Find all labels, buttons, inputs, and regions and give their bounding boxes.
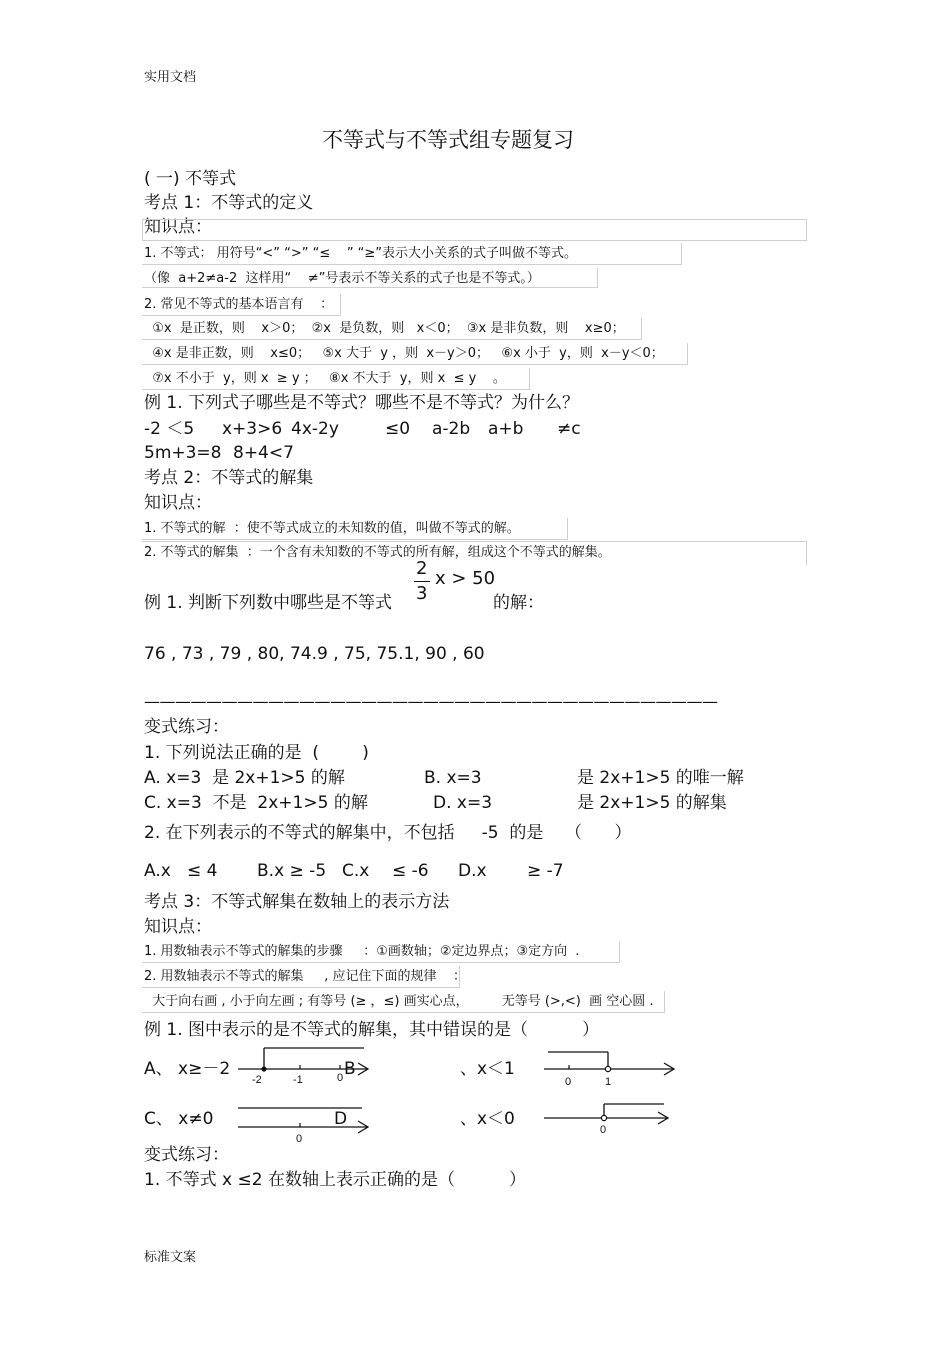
number-line-b [540,1048,680,1088]
expression: ≤0 [385,419,411,439]
fraction-numerator: 2 [416,558,428,579]
axis-tick-label: -2 [252,1074,262,1086]
kp1-line: 1. 不等式： 用符号“<” “>” “≤ ” “≥”表示大小关系的式子叫做不等式。 [144,246,578,261]
kp1-line: ⑦x 不小于 y，则 x ≥ y ； ⑧x 不大于 y，则 x ≤ y 。 [144,371,506,386]
page-footer: 标准文案 [144,1250,197,1265]
practice1-heading: 变式练习： [144,717,229,737]
practice1-q2: 2. 在下列表示的不等式的解集中，不包括 -5 的是 （ ） [144,823,632,843]
option-a: A. x=3 是 2x+1>5 的解 [144,768,345,788]
option-d: D.x [458,861,487,881]
kp1-line: 2. 常见不等式的基本语言有 ： [144,297,334,312]
kp3-line: 大于向右画 , 小于向左画 ; 有等号 (≥ ，≤) 画实心点， 无等号 (>,<) 画 空心圆 . [144,994,654,1009]
fraction-bar [414,581,430,582]
kp3-heading: 考点 3：不等式解集在数轴上的表示方法 [144,892,450,912]
fraction-denominator: 3 [416,583,428,604]
inequality-rest: x > 50 [435,568,496,589]
expression: 4x-2y [291,419,339,439]
kp2-example-prefix: 例 1. 判断下列数中哪些是不等式 [144,593,393,613]
expression: 5m+3=8 [144,443,222,463]
option-b: B. x=3 [424,768,482,788]
option-a: A.x ≤ 4 [144,861,218,881]
kp2-example-suffix: 的解： [493,593,544,613]
expression: x+3>6 [222,419,283,439]
practice2-q1: 1. 不等式 x ≤2 在数轴上表示正确的是（ ） [144,1170,526,1190]
axis-option-c-label: C、 x≠0 [144,1109,214,1129]
option-b: B.x ≥ -5 [257,861,327,881]
axis-tick-label: 0 [565,1076,572,1088]
candidate-numbers: 76 , 73 , 79 , 80, 74.9 , 75, 75.1, 90 , 60 [144,644,485,664]
expression: ≠c [557,419,581,439]
axis-option-b-label: 、x＜1 [460,1059,515,1079]
expression: 8+4<7 [233,443,294,463]
option-b-rest: 是 2x+1>5 的唯一解 [577,768,744,788]
axis-option-a-label: A、 x≥－2 [144,1059,231,1079]
axis-option-d-label: 、x＜0 [460,1109,515,1129]
kp2-heading: 考点 2：不等式的解集 [144,468,314,488]
page-header: 实用文档 [144,70,197,85]
axis-tick-label: 0 [600,1124,607,1136]
expression: a+b [488,419,524,439]
expression: a-2b [432,419,471,439]
kp2-knowledge-label: 知识点： [144,493,212,513]
option-d-rest: ≥ -7 [527,861,564,881]
number-line-d [540,1098,680,1140]
section-heading: ( 一) 不等式 [144,169,237,189]
knowledge-box-outline [142,219,807,241]
expression: -2 ＜5 [144,419,195,439]
kp3-knowledge-label: 知识点： [144,917,212,937]
axis-option-b-letter: B [344,1059,356,1079]
axis-option-d-letter: D [334,1109,348,1129]
kp1-heading: 考点 1：不等式的定义 [144,193,314,213]
practice1-q1: 1. 下列说法正确的是 ( ) [144,743,369,763]
practice2-heading: 变式练习： [144,1145,229,1165]
option-c: C.x [342,861,370,881]
option-c-rest: ≤ -6 [392,861,429,881]
kp2-line: 2. 不等式的解集 ：一个含有未知数的不等式的所有解，组成这个不等式的解集。 [144,545,611,560]
option-c: C. x=3 不是 2x+1>5 的解 [144,793,368,813]
option-d: D. x=3 [433,793,493,813]
axis-tick-label: 1 [605,1076,612,1088]
kp2-line: 1. 不等式的解 ：使不等式成立的未知数的值，叫做不等式的解。 [144,521,520,536]
kp3-line: 1. 用数轴表示不等式的解集的步骤 ：①画数轴；②定边界点；③定方向 . [144,944,580,959]
kp3-line: 2. 用数轴表示不等式的解集 , 应记住下面的规律 ： [144,969,466,984]
kp1-line: ④x 是非正数，则 x≤0； ⑤x 大于 y ，则 x－y＞0； ⑥x 小于 y，则 x－y＜0； [144,346,664,361]
page-title: 不等式与不等式组专题复习 [322,128,574,152]
kp1-knowledge-label: 知识点： [144,217,212,237]
kp1-line: ①x 是正数，则 x＞0； ②x 是负数，则 x＜0； ③x 是非负数，则 x≥0； [144,321,625,336]
kp3-example: 例 1. 图中表示的是不等式的解集，其中错误的是（ ） [144,1020,600,1040]
option-d-rest: 是 2x+1>5 的解集 [577,793,727,813]
axis-tick-label: 0 [337,1072,344,1084]
kp1-line: （像 a+2≠a-2 这样用“ ≠”号表示不等关系的式子也是不等式。） [144,271,540,286]
kp1-example: 例 1. 下列式子哪些是不等式？哪些不是不等式？为什么？ [144,393,580,413]
axis-tick-label: 0 [296,1133,303,1145]
axis-tick-label: -1 [293,1074,303,1086]
divider-line: ————————————————————————————————————— [144,692,718,711]
number-line-c [234,1103,374,1147]
